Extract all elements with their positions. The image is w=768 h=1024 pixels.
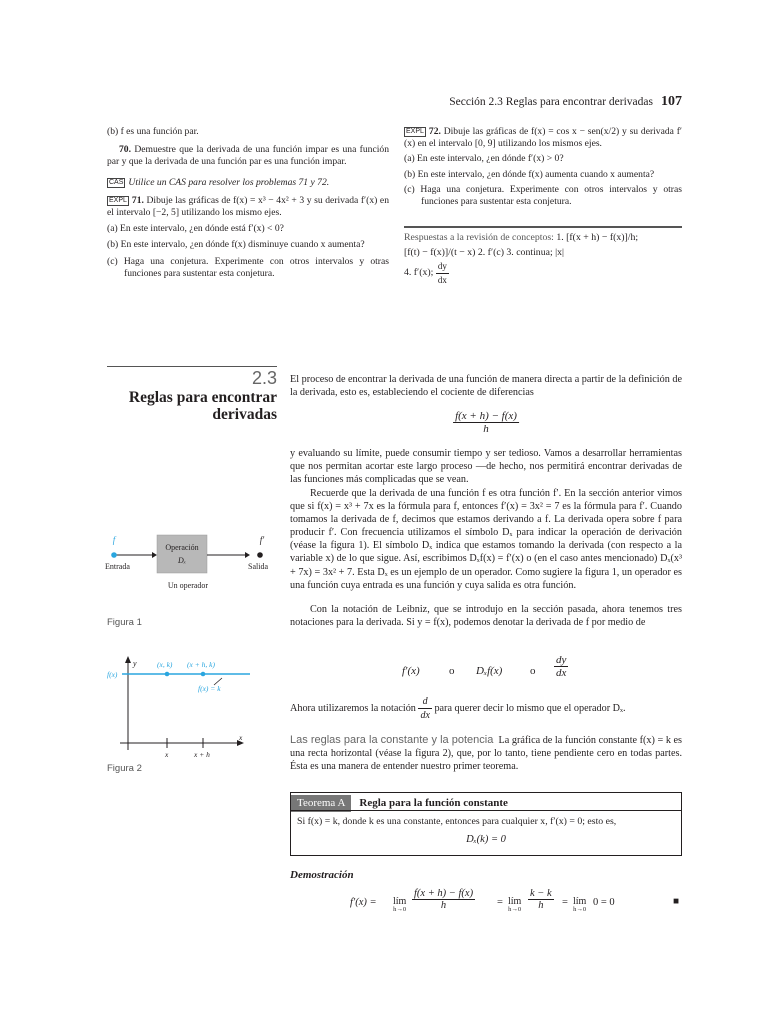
tick-x-label: x	[165, 750, 169, 759]
figure-1-caption: Figura 1	[107, 617, 142, 628]
running-header	[449, 94, 682, 110]
theorem-title: Regla para la función constante	[359, 797, 508, 809]
line-equation-label: f(x) = k	[198, 684, 221, 693]
section-title-1: Reglas para encontrar	[128, 389, 277, 406]
fraction-2: $\frac{k - k}{h}$	[530, 888, 552, 911]
operation-symbol: Dₓ	[177, 556, 187, 565]
exercise-71b: (b) En este intervalo, ¿en dónde f(x) disminuye cuando x aumenta?	[107, 239, 365, 251]
exercise-71: EXPL 71. Dibuje las gráficas de f(x) = x³ − 4x² + 3 y su derivada f′(x) en el intervalo [−2, 5] utilizando los mismo ejes.	[107, 194, 389, 219]
limit-2: lím h→0	[508, 896, 522, 913]
section-title-2: derivadas	[212, 406, 277, 423]
limit-3: lím h→0	[573, 896, 587, 913]
input-arrowhead	[152, 552, 157, 558]
operation-box	[157, 535, 207, 573]
proof-heading: Demostración	[290, 869, 354, 881]
exercise-71c: (c) Haga una conjetura. Experimente con otros intervalos y otras funciones para sustentar esta conjetura.	[107, 255, 389, 279]
answers-lead: Respuestas a la revisión de conceptos:	[404, 232, 554, 243]
x-axis-label: x	[239, 733, 243, 742]
page-number: 107	[661, 94, 682, 109]
section-rule	[107, 366, 277, 367]
notation-2: Dₓf(x)	[476, 665, 503, 677]
theorem-header	[291, 793, 681, 810]
y-axis-label: y	[133, 659, 137, 668]
output-arrowhead	[245, 552, 250, 558]
figure-2-caption: Figura 2	[107, 763, 142, 774]
notation-3: $\frac{dy}{dx}$	[556, 654, 567, 679]
answers-rule	[404, 226, 682, 228]
figure-1-operator-diagram	[100, 525, 285, 630]
right-exercises	[404, 126, 682, 208]
exercise-72a: (a) En este intervalo, ¿en dónde f′(x) > 0?	[404, 153, 564, 165]
section-heading	[107, 368, 277, 423]
notation-or-2: o	[530, 665, 536, 677]
exercise-71a: (a) En este intervalo, ¿en dónde está f′(x) < 0?	[107, 223, 284, 235]
theorem-statement: Si f(x) = k, donde k es una constante, entonces para cualquier x, f′(x) = 0; esto es,	[297, 816, 617, 827]
proof-equation: f′(x) = lím h→0 $\frac{f(x + h) - f(x)}{h}$ = lím h→0 $\frac{k - k}{h}$ = lím h→0 0 = 0	[350, 888, 615, 913]
body-paragraph-5: Ahora utilizaremos la notación $\frac{d}{dx}$ para querer decir lo mismo que el operador Dₓ.	[290, 696, 626, 722]
qed-square: ■	[673, 896, 680, 907]
output-symbol: f′	[259, 535, 265, 545]
concept-answers: Respuestas a la revisión de conceptos: 1. [f(x + h) − f(x)]/h; [f(t) − f(x)]/(t − x) 2. f′(c) 3. continua; |x| 4. f′(x); $\frac{dy}{dx}$	[404, 232, 639, 285]
theorem-formula: Dₓ(k) = 0	[466, 834, 506, 845]
operator-caption: Un operador	[167, 581, 209, 590]
point-xh-k	[201, 672, 206, 677]
expl-tag: EXPL	[109, 196, 127, 204]
output-label: Salida	[248, 562, 268, 571]
cas-note: CAS Utilice un CAS para resolver los problemas 71 y 72.	[109, 176, 330, 188]
input-symbol: f	[112, 535, 116, 545]
theorem-a-box	[290, 792, 682, 856]
dy-dx-fraction: $\frac{dy}{dx}$	[437, 261, 447, 285]
exercise-72: EXPL 72. Dibuje las gráficas de f(x) = cos x − sen(x/2) y su derivada f′(x) en el intervalo [0, 9] utilizando los mismos ejes.	[404, 126, 683, 150]
y-axis-arrowhead	[125, 656, 131, 663]
body-paragraph-2: y evaluando su límite, puede consumir tiempo y ser tedioso. Vamos a desarrollar herramientas que nos permitan acortar este largo proceso —de hecho, nos permitirá encontrar derivadas de las funciones más complicadas que se vean.	[290, 448, 682, 486]
operation-label: Operación	[165, 543, 199, 552]
exercise-69b: (b) f es una función par.	[107, 126, 199, 137]
limit-1: lím h→0	[393, 896, 407, 913]
output-dot	[257, 552, 263, 558]
fx-label: f(x)	[107, 670, 118, 679]
theorem-tag: Teorema A	[291, 795, 351, 812]
subsection-heading: Las reglas para la constante y la potencia	[290, 734, 494, 746]
point-2-label: (x + h, k)	[187, 660, 215, 669]
cas-tag: CAS	[109, 178, 124, 186]
exercise-72b: (b) En este intervalo, ¿en dónde f(x) aumenta cuando x aumenta?	[404, 168, 655, 180]
point-1-label: (x, k)	[157, 660, 173, 669]
tick-xh-label: x + h	[194, 750, 210, 759]
fraction-1: $\frac{f(x + h) - f(x)}{h}$	[414, 888, 474, 911]
body-paragraph-1: El proceso de encontrar la derivada de una función de manera directa a partir de la definición de la derivada, esto es, estableciendo el cociente de diferencias	[290, 374, 682, 399]
body-paragraph-3: Recuerde que la derivada de una función f es otra función f′. En la sección anterior vimos que si f(x) = x³ + 7x es la fórmula para f, entonces f′(x) = 3x² = 7 es la fórmula para f′. Cuando tomamos la derivada de f, decimos que estamos derivando a f. La derivada opera sobre f para producir f′. Con frecuencia utilizamos el símbolo Dₓ para indicar la operación de derivación (véase la figura 1). El símbolo Dₓ indica que estamos tomando la derivada (con respecto a la variable x) de lo que sigue. Así, escribimos Dₓf(x) = f′(x) o (en el caso antes mencionado) Dₓ(x³ + 7x) = 3x² + 7. Esta Dₓ es un ejemplo de un operador. Como sugiere la figura 1, un operador es una función cuya entrada es una función y cuya salida es otra función.	[290, 488, 682, 591]
input-label: Entrada	[105, 562, 130, 571]
left-exercises	[107, 126, 389, 280]
exercise-70: 70. Demuestre que la derivada de una función impar es una función par y que la derivada de una función par es una función impar.	[107, 144, 389, 168]
body-paragraph-6: Las reglas para la constante y la potencia La gráfica de la función constante f(x) = k es una recta horizontal (véase la figura 2), que, por lo tanto, tiene pendiente cero en todas partes. Ésta es una manera de entender nuestro primer teorema.	[290, 734, 682, 773]
expl-tag-72: EXPL	[406, 128, 424, 135]
point-x-k	[165, 672, 170, 677]
notation-1: f′(x)	[402, 665, 420, 677]
body-paragraph-4: Con la notación de Leibniz, que se introdujo en la sección pasada, ahora tenemos tres notaciones para la derivada. Si y = f(x), podemos denotar la derivada de f por medio de	[290, 604, 682, 629]
input-dot	[111, 552, 117, 558]
section-number: 2.3	[251, 368, 277, 388]
figure-2-constant-function-graph	[100, 650, 260, 760]
header-section: Sección 2.3 Reglas para encontrar derivadas	[449, 96, 653, 108]
exercise-72c: (c) Haga una conjetura. Experimente con otros intervalos y otras funciones para sustentar esta conjetura.	[404, 183, 682, 208]
notation-or-1: o	[449, 665, 455, 677]
